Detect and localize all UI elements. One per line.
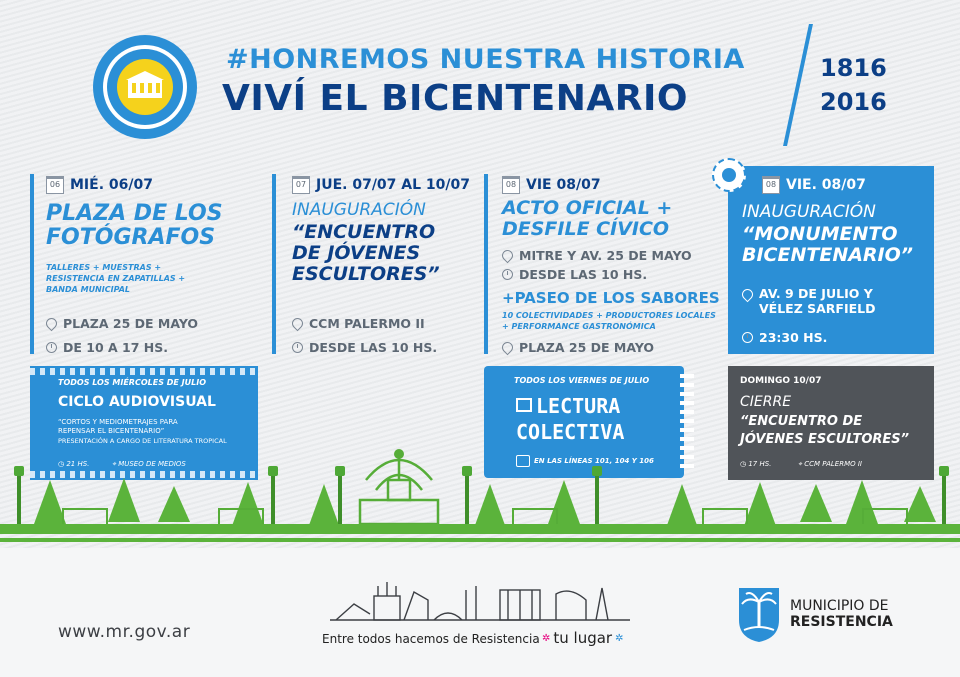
audiovisual-title: CICLO AUDIOVISUAL: [58, 394, 216, 410]
detail-line: BANDA MUNICIPAL: [46, 285, 130, 294]
event-2-date: [292, 176, 470, 194]
event-4-date: [762, 176, 866, 194]
event-2-title: “ENCUENTRO DE JÓVENES ESCULTORES”: [292, 221, 440, 285]
street-lamp: [465, 474, 469, 530]
street-lamp: [17, 474, 21, 530]
year-2016: 2016: [820, 88, 887, 116]
event-3-place-text: MITRE Y AV. 25 DE MAYO: [519, 248, 692, 263]
event-4-date-text: VIE. 08/07: [786, 177, 866, 193]
calendar-icon: 06: [46, 176, 64, 194]
audiovisual-header: TODOS LOS MIÉRCOLES DE JULIO: [58, 378, 206, 387]
event-2-place: [292, 316, 425, 331]
event-1-date-text: MIÉ. 06/07: [70, 177, 153, 193]
event-2-accent-bar: [272, 174, 276, 354]
event-1-title: PLAZA DE LOS FOTÓGRAFOS: [46, 201, 223, 250]
calendar-icon: 08: [762, 176, 780, 194]
cierre-place-text: CCM PALERMO II: [804, 460, 862, 468]
location-pin-icon: [740, 287, 756, 303]
street-lamp-head: [462, 466, 472, 476]
main-headline: VIVÍ EL BICENTENARIO: [222, 78, 688, 119]
event-3-extra-details: [502, 310, 716, 332]
bench: [62, 508, 108, 524]
calendar-icon: 08: [502, 176, 520, 194]
event-3-time-text: DESDE LAS 10 HS.: [519, 267, 648, 282]
audiovisual-desc-1: “CORTOS Y MEDIOMETRAJES PARA: [58, 418, 178, 426]
event-4-place-text: [759, 286, 876, 316]
bench: [512, 508, 558, 524]
clock-icon: ◷: [740, 460, 747, 468]
bench: [218, 508, 264, 524]
clock-icon: [742, 332, 753, 343]
event-4-title: “MONUMENTO BICENTENARIO”: [742, 223, 914, 266]
event-4-kicker: INAUGURACIÓN: [742, 202, 876, 222]
cierre-title-2: JÓVENES ESCULTORES”: [740, 432, 910, 447]
tagline: Entre todos hacemos de Resistencia: [322, 632, 540, 646]
audiovisual-desc-2: REPENSAR EL BICENTENARIO”: [58, 427, 165, 435]
city-skyline-icon: [330, 580, 630, 624]
street-lamp: [338, 474, 342, 530]
place-line: AV. 9 DE JULIO Y: [759, 286, 873, 301]
rosette-icon: [712, 158, 746, 192]
cierre-header: DOMINGO 10/07: [740, 376, 822, 386]
clock-icon: [502, 269, 513, 280]
clock-icon: [46, 342, 57, 353]
fountain-icon: [356, 440, 442, 530]
event-3-place: [502, 248, 692, 263]
municipality-line-1: MUNICIPIO DE: [790, 598, 889, 614]
municipality-emblem-icon: [736, 584, 782, 644]
colored-dots-icon: ✲: [615, 632, 624, 644]
event-1-place: [46, 316, 198, 331]
colored-dots-icon: ✲: [542, 632, 551, 644]
municipality-name: [790, 598, 893, 630]
street-lamp: [271, 474, 275, 530]
event-3-extra-place-text: PLAZA 25 DE MAYO: [519, 340, 655, 355]
tu-lugar-text: tu lugar: [553, 629, 613, 647]
event-3-extra-place: [502, 340, 654, 355]
municipality-line-2: RESISTENCIA: [790, 614, 893, 630]
audiovisual-place-text: MUSEO DE MEDIOS: [118, 460, 186, 468]
street-lamp: [595, 474, 599, 530]
book-icon: [516, 398, 532, 412]
event-2-kicker: INAUGURACIÓN: [292, 200, 426, 220]
location-pin-icon: [500, 340, 516, 356]
location-pin-icon: [290, 316, 306, 332]
event-4-place: [742, 286, 876, 316]
tu-lugar-logo: [542, 629, 624, 647]
event-4-time: [742, 330, 827, 345]
location-pin-icon: [500, 248, 516, 264]
clock-icon: ◷: [58, 460, 65, 468]
event-3-time: [502, 267, 647, 282]
tree: [474, 484, 506, 528]
event-2-time: [292, 340, 437, 355]
event-3-accent-bar: [484, 174, 488, 354]
tree: [800, 484, 832, 522]
tree: [158, 486, 190, 522]
location-pin-icon: ⌖: [112, 460, 116, 468]
audiovisual-desc-3: PRESENTACIÓN A CARGO DE LITERATURA TROPICAL: [58, 437, 227, 445]
park-scenery: [0, 440, 960, 560]
detail-line: TALLERES + MUESTRAS +: [46, 263, 162, 272]
bicentenario-seal-icon: [86, 28, 204, 146]
detail-line: RESISTENCIA EN ZAPATILLAS +: [46, 274, 186, 283]
street-lamp-head: [939, 466, 949, 476]
event-1-accent-bar: [30, 174, 34, 354]
bench: [862, 508, 908, 524]
street-lamp-head: [335, 466, 345, 476]
event-3-date: [502, 176, 601, 194]
street-lamp-head: [14, 466, 24, 476]
location-pin-icon: [44, 316, 60, 332]
event-3-date-text: VIE 08/07: [526, 177, 601, 193]
event-1-details: [46, 262, 185, 295]
event-3-extra-title: +PASEO DE LOS SABORES: [502, 289, 720, 307]
tree: [666, 484, 698, 528]
website-link[interactable]: www.mr.gov.ar: [58, 622, 191, 642]
film-strip-top: [30, 368, 258, 375]
tree: [108, 478, 140, 522]
event-2-place-text: CCM PALERMO II: [309, 316, 425, 331]
clock-icon: [292, 342, 303, 353]
cierre-kicker: CIERRE: [740, 394, 792, 410]
event-1-date: [46, 176, 153, 194]
year-1816: 1816: [820, 54, 887, 82]
tree: [904, 486, 936, 522]
tree: [744, 482, 776, 526]
event-2-date-text: JUE. 07/07 AL 10/07: [316, 177, 470, 193]
event-1-time: [46, 340, 168, 355]
tree: [308, 484, 340, 528]
event-2-time-text: DESDE LAS 10 HS.: [309, 340, 438, 355]
street-lamp-head: [268, 466, 278, 476]
event-1-place-text: PLAZA 25 DE MAYO: [63, 316, 199, 331]
lectura-title-1: LECTURA: [536, 394, 621, 418]
detail-line: + PERFORMANCE GASTRONÓMICA: [502, 322, 656, 331]
event-4-time-text: 23:30 HS.: [759, 330, 828, 345]
calendar-icon: 07: [292, 176, 310, 194]
location-pin-icon: ⌖: [798, 460, 802, 468]
lectura-lines: EN LAS LÍNEAS 101, 104 Y 106: [534, 457, 654, 465]
detail-line: 10 COLECTIVIDADES + PRODUCTORES LOCALES: [502, 311, 716, 320]
event-1-time-text: DE 10 A 17 HS.: [63, 340, 168, 355]
grass-strip: [0, 524, 960, 534]
event-3-title: ACTO OFICIAL + DESFILE CÍVICO: [502, 197, 673, 240]
cierre-time-text: 17 HS.: [748, 460, 772, 468]
grass-line: [0, 538, 960, 542]
bench: [702, 508, 748, 524]
street-lamp-head: [592, 466, 602, 476]
lectura-title-2: COLECTIVA: [516, 420, 625, 444]
audiovisual-time-text: 21 HS.: [66, 460, 90, 468]
cierre-title-1: “ENCUENTRO DE: [740, 414, 863, 429]
street-lamp: [942, 474, 946, 530]
hashtag-heading: #HONREMOS NUESTRA HISTORIA: [226, 44, 745, 75]
lectura-header: TODOS LOS VIERNES DE JULIO: [514, 376, 650, 385]
place-line: VÉLEZ SARFIELD: [759, 301, 876, 316]
